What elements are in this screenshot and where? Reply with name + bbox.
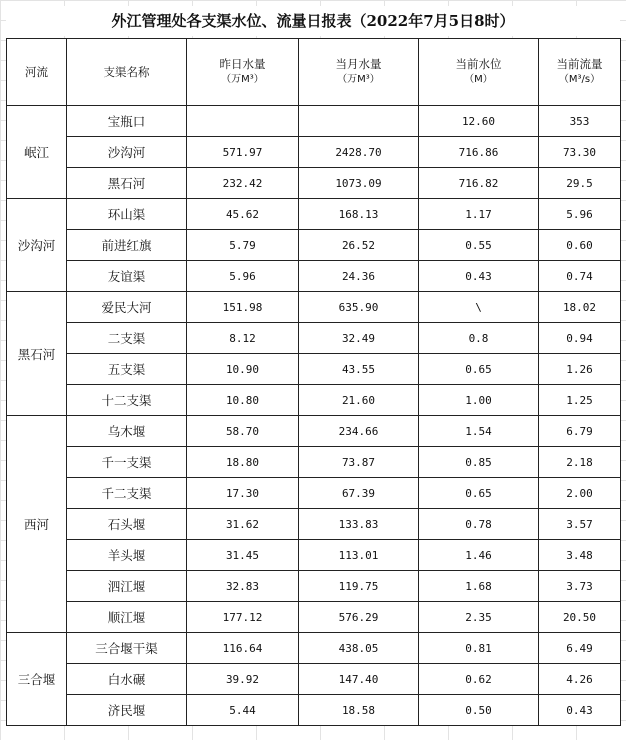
canal-name-cell[interactable]: 济民堰 — [67, 695, 187, 726]
table-row — [7, 478, 621, 509]
canal-name-cell[interactable]: 五支渠 — [67, 354, 187, 385]
header-yesterday-volume[interactable] — [187, 39, 299, 106]
table-row — [7, 168, 621, 199]
river-cell[interactable]: 岷江 — [7, 106, 67, 199]
flow-cell[interactable]: 6.49 — [539, 633, 621, 664]
river-cell[interactable]: 沙沟河 — [7, 199, 67, 292]
month-volume-cell[interactable] — [299, 106, 419, 137]
table-row — [7, 633, 621, 664]
flow-cell[interactable]: 3.57 — [539, 509, 621, 540]
month-volume-cell[interactable]: 133.83 — [299, 509, 419, 540]
river-cell[interactable]: 西河 — [7, 416, 67, 633]
table-row — [7, 323, 621, 354]
month-volume-cell[interactable]: 24.36 — [299, 261, 419, 292]
header-row — [7, 39, 621, 106]
canal-name-cell[interactable]: 二支渠 — [67, 323, 187, 354]
yesterday-volume-cell[interactable]: 151.98 — [187, 292, 299, 323]
water-level-cell[interactable]: 0.65 — [419, 478, 539, 509]
canal-name-cell[interactable]: 环山渠 — [67, 199, 187, 230]
yesterday-volume-cell[interactable]: 116.64 — [187, 633, 299, 664]
water-level-cell[interactable]: 0.85 — [419, 447, 539, 478]
water-level-cell[interactable]: 0.62 — [419, 664, 539, 695]
yesterday-volume-cell[interactable]: 571.97 — [187, 137, 299, 168]
yesterday-volume-cell[interactable]: 10.80 — [187, 385, 299, 416]
table-row — [7, 137, 621, 168]
month-volume-cell[interactable]: 1073.09 — [299, 168, 419, 199]
header-flow-label: 当前流量 — [556, 57, 603, 71]
yesterday-volume-cell[interactable]: 45.62 — [187, 199, 299, 230]
month-volume-cell[interactable]: 18.58 — [299, 695, 419, 726]
table-row — [7, 230, 621, 261]
month-volume-cell[interactable]: 73.87 — [299, 447, 419, 478]
yesterday-volume-cell[interactable]: 32.83 — [187, 571, 299, 602]
month-volume-cell[interactable]: 635.90 — [299, 292, 419, 323]
header-month-unit: （万M³） — [337, 74, 380, 85]
water-level-cell[interactable]: 1.17 — [419, 199, 539, 230]
table-row — [7, 385, 621, 416]
yesterday-volume-cell[interactable]: 5.44 — [187, 695, 299, 726]
water-level-cell[interactable]: 0.8 — [419, 323, 539, 354]
report-title: 外江管理处各支渠水位、流量日报表（2022年7月5日8时） — [6, 6, 620, 36]
table-row — [7, 509, 621, 540]
month-volume-cell[interactable]: 21.60 — [299, 385, 419, 416]
canal-name-cell[interactable]: 沙沟河 — [67, 137, 187, 168]
canal-name-cell[interactable]: 爱民大河 — [67, 292, 187, 323]
water-level-cell[interactable]: 0.65 — [419, 354, 539, 385]
table-row — [7, 540, 621, 571]
canal-name-cell[interactable]: 前进红旗 — [67, 230, 187, 261]
table-row — [7, 447, 621, 478]
flow-cell[interactable]: 3.73 — [539, 571, 621, 602]
table-row — [7, 416, 621, 447]
flow-cell[interactable]: 0.60 — [539, 230, 621, 261]
yesterday-volume-cell[interactable]: 17.30 — [187, 478, 299, 509]
header-month-label: 当月水量 — [335, 57, 382, 71]
canal-name-cell[interactable]: 友谊渠 — [67, 261, 187, 292]
water-level-cell[interactable]: 0.50 — [419, 695, 539, 726]
flow-cell[interactable]: 73.30 — [539, 137, 621, 168]
flow-cell[interactable]: 0.43 — [539, 695, 621, 726]
canal-name-cell[interactable]: 十二支渠 — [67, 385, 187, 416]
month-volume-cell[interactable]: 32.49 — [299, 323, 419, 354]
month-volume-cell[interactable]: 43.55 — [299, 354, 419, 385]
flow-cell[interactable]: 2.00 — [539, 478, 621, 509]
month-volume-cell[interactable]: 26.52 — [299, 230, 419, 261]
header-water-level[interactable] — [419, 39, 539, 106]
water-level-cell[interactable]: 716.86 — [419, 137, 539, 168]
header-yesterday-unit: （万M³） — [221, 74, 264, 85]
water-level-cell[interactable]: 1.00 — [419, 385, 539, 416]
water-level-cell[interactable]: 12.60 — [419, 106, 539, 137]
river-cell[interactable]: 三合堰 — [7, 633, 67, 726]
water-level-cell[interactable]: 2.35 — [419, 602, 539, 633]
header-canal[interactable]: 支渠名称 — [67, 39, 187, 106]
canal-name-cell[interactable]: 白水碾 — [67, 664, 187, 695]
water-level-cell[interactable]: 0.81 — [419, 633, 539, 664]
flow-cell[interactable]: 18.02 — [539, 292, 621, 323]
header-level-label: 当前水位 — [455, 57, 502, 71]
canal-name-cell[interactable]: 顺江堰 — [67, 602, 187, 633]
flow-cell[interactable]: 4.26 — [539, 664, 621, 695]
water-level-cell[interactable]: \ — [419, 292, 539, 323]
canal-name-cell[interactable]: 石头堰 — [67, 509, 187, 540]
yesterday-volume-cell[interactable] — [187, 106, 299, 137]
header-month-volume[interactable] — [299, 39, 419, 106]
flow-cell[interactable]: 1.26 — [539, 354, 621, 385]
canal-name-cell[interactable]: 宝瓶口 — [67, 106, 187, 137]
flow-cell[interactable]: 2.18 — [539, 447, 621, 478]
header-yesterday-label: 昨日水量 — [219, 57, 266, 71]
month-volume-cell[interactable]: 234.66 — [299, 416, 419, 447]
yesterday-volume-cell[interactable]: 39.92 — [187, 664, 299, 695]
water-level-cell[interactable]: 1.46 — [419, 540, 539, 571]
flow-cell[interactable]: 353 — [539, 106, 621, 137]
yesterday-volume-cell[interactable]: 31.45 — [187, 540, 299, 571]
yesterday-volume-cell[interactable]: 58.70 — [187, 416, 299, 447]
month-volume-cell[interactable]: 147.40 — [299, 664, 419, 695]
flow-cell[interactable]: 6.79 — [539, 416, 621, 447]
yesterday-volume-cell[interactable]: 8.12 — [187, 323, 299, 354]
yesterday-volume-cell[interactable]: 5.96 — [187, 261, 299, 292]
month-volume-cell[interactable]: 2428.70 — [299, 137, 419, 168]
water-level-cell[interactable]: 0.43 — [419, 261, 539, 292]
yesterday-volume-cell[interactable]: 5.79 — [187, 230, 299, 261]
canal-name-cell[interactable]: 黑石河 — [67, 168, 187, 199]
header-flow-unit: （M³/s） — [558, 74, 601, 85]
water-level-cell[interactable]: 0.78 — [419, 509, 539, 540]
water-level-cell[interactable]: 716.82 — [419, 168, 539, 199]
table-row — [7, 199, 621, 230]
header-level-unit: （M） — [464, 74, 493, 85]
river-cell[interactable]: 黑石河 — [7, 292, 67, 416]
water-level-cell[interactable]: 1.54 — [419, 416, 539, 447]
yesterday-volume-cell[interactable]: 10.90 — [187, 354, 299, 385]
water-level-cell[interactable]: 0.55 — [419, 230, 539, 261]
canal-name-cell[interactable]: 羊头堰 — [67, 540, 187, 571]
table-row — [7, 106, 621, 137]
table-row — [7, 354, 621, 385]
water-level-cell[interactable]: 1.68 — [419, 571, 539, 602]
table-row — [7, 695, 621, 726]
yesterday-volume-cell[interactable]: 177.12 — [187, 602, 299, 633]
canal-name-cell[interactable]: 三合堰干渠 — [67, 633, 187, 664]
header-flow[interactable] — [539, 39, 621, 106]
table-row — [7, 571, 621, 602]
month-volume-cell[interactable]: 113.01 — [299, 540, 419, 571]
flow-cell[interactable]: 0.94 — [539, 323, 621, 354]
flow-cell[interactable]: 0.74 — [539, 261, 621, 292]
report-body — [7, 106, 621, 726]
flow-cell[interactable]: 1.25 — [539, 385, 621, 416]
yesterday-volume-cell[interactable]: 232.42 — [187, 168, 299, 199]
flow-cell[interactable]: 3.48 — [539, 540, 621, 571]
yesterday-volume-cell[interactable]: 31.62 — [187, 509, 299, 540]
flow-cell[interactable]: 5.96 — [539, 199, 621, 230]
flow-cell[interactable]: 20.50 — [539, 602, 621, 633]
table-row — [7, 292, 621, 323]
water-report-table — [6, 38, 621, 726]
canal-name-cell[interactable]: 千一支渠 — [67, 447, 187, 478]
header-river[interactable]: 河流 — [7, 39, 67, 106]
canal-name-cell[interactable]: 泗江堰 — [67, 571, 187, 602]
canal-name-cell[interactable]: 乌木堰 — [67, 416, 187, 447]
month-volume-cell[interactable]: 67.39 — [299, 478, 419, 509]
month-volume-cell[interactable]: 168.13 — [299, 199, 419, 230]
month-volume-cell[interactable]: 576.29 — [299, 602, 419, 633]
table-row — [7, 261, 621, 292]
yesterday-volume-cell[interactable]: 18.80 — [187, 447, 299, 478]
canal-name-cell[interactable]: 千二支渠 — [67, 478, 187, 509]
month-volume-cell[interactable]: 438.05 — [299, 633, 419, 664]
table-row — [7, 664, 621, 695]
flow-cell[interactable]: 29.5 — [539, 168, 621, 199]
table-row — [7, 602, 621, 633]
month-volume-cell[interactable]: 119.75 — [299, 571, 419, 602]
